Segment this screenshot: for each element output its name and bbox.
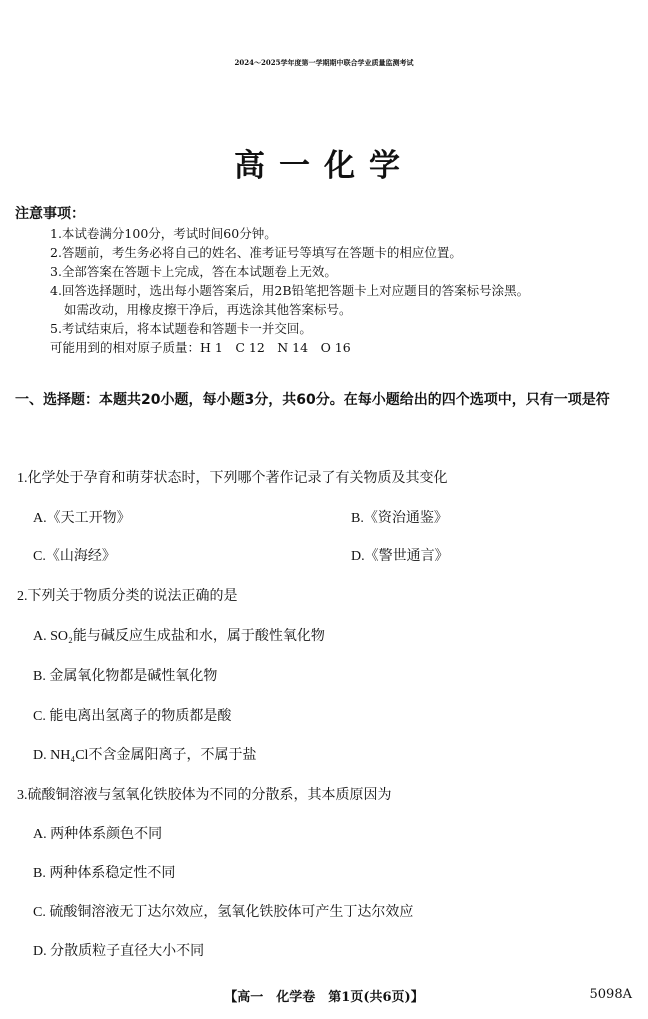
note-item: 1.本试卷满分100分，考试时间60分钟。 (50, 226, 277, 241)
question-1-stem: 1.化学处于孕育和萌芽状态时，下列哪个著作记录了有关物质及其变化 (17, 471, 448, 486)
question-2-stem: 2.下列关于物质分类的说法正确的是 (17, 589, 238, 604)
question-1-option-d: D.《警世通言》 (351, 549, 449, 564)
atomic-mass-note: 可能用到的相对原子质量：H 1 C 12 N 14 O 16 (50, 340, 351, 355)
page-footer: 【高一 化学卷 第1页(共6页)】 (224, 990, 424, 1005)
note-item: 4.回答选择题时，选出每小题答案后，用2B铅笔把答题卡上对应题目的答案标号涂黑。 (50, 283, 530, 298)
notes-heading: 注意事项： (15, 206, 85, 222)
exam-title: 2024～2025学年度第一学期期中联合学业质量监测考试 (234, 58, 414, 67)
notes-list (50, 224, 640, 357)
section-heading: 一、选择题：本题共20小题，每小题3分，共60分。在每小题给出的四个选项中，只有一项是符 (15, 392, 610, 408)
question-1-option-b: B.《资治通鉴》 (351, 511, 448, 526)
question-1-option-c: C.《山海经》 (33, 549, 116, 564)
question-1-option-a: A.《天工开物》 (33, 511, 131, 526)
subject-title: 高一化学 (234, 148, 414, 184)
question-3-option-c: C. 硫酸铜溶液无丁达尔效应，氢氧化铁胶体可产生丁达尔效应 (33, 905, 414, 920)
question-2-option-c: C. 能电离出氢离子的物质都是酸 (33, 709, 232, 724)
question-2-option-b: B. 金属氧化物都是碱性氧化物 (33, 669, 218, 684)
note-item: 2.答题前，考生务必将自己的姓名、准考证号等填写在答题卡的相应位置。 (50, 245, 462, 260)
question-2-option-d: D. NH₄Cl不含金属阳离子，不属于盐 (33, 748, 257, 763)
note-item: 5.考试结束后，将本试题卷和答题卡一并交回。 (50, 321, 312, 336)
note-item-continued: 如需改动，用橡皮擦干净后，再选涂其他答案标号。 (64, 302, 352, 317)
question-3-option-d: D. 分散质粒子直径大小不同 (33, 944, 205, 959)
question-3-option-b: B. 两种体系稳定性不同 (33, 866, 176, 881)
question-3-option-a: A. 两种体系颜色不同 (33, 827, 163, 842)
question-2-option-a: A. SO₂能与碱反应生成盐和水，属于酸性氧化物 (33, 629, 325, 644)
note-item: 3.全部答案在答题卡上完成，答在本试题卷上无效。 (50, 264, 337, 279)
question-3-stem: 3.硫酸铜溶液与氢氧化铁胶体为不同的分散系，其本质原因为 (17, 788, 392, 803)
paper-code: 5098A (589, 987, 632, 1002)
